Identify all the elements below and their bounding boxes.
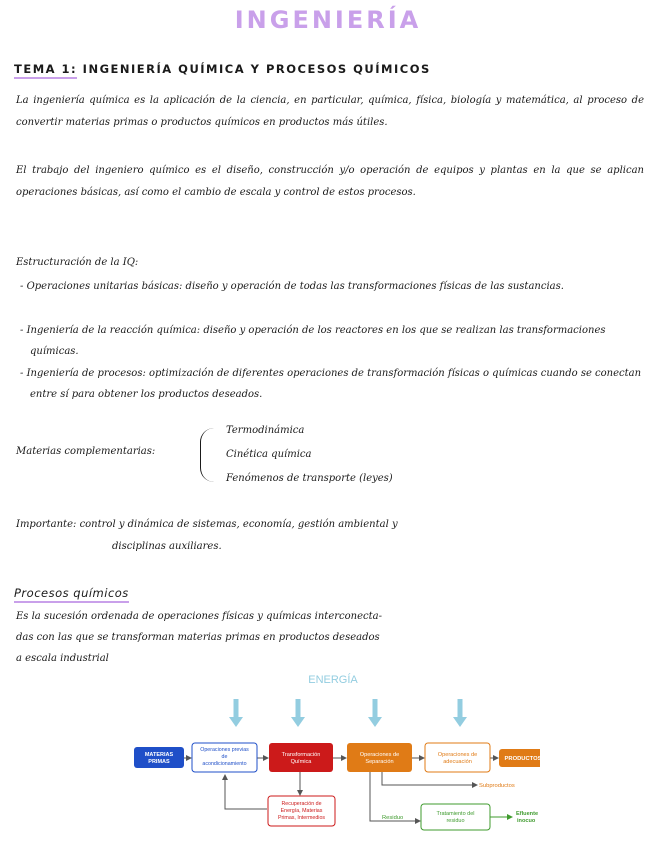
definition-line: das con las que se transforman materias primas en productos deseados xyxy=(16,632,380,643)
recovery-box xyxy=(268,796,335,826)
energy-arrow xyxy=(229,699,243,727)
topic-heading xyxy=(14,62,431,76)
complementary-item: Fenómenos de transporte (leyes) xyxy=(226,473,393,484)
energy-arrow xyxy=(453,699,467,727)
products-box xyxy=(499,749,540,767)
svg-text:Operaciones de: Operaciones de xyxy=(437,752,478,758)
energy-label: ENERGÍA xyxy=(308,674,358,686)
page-title: INGENIERÍA xyxy=(234,6,422,34)
process-diagram-svg xyxy=(120,665,540,840)
structure-item: - Ingeniería de procesos: optimización de diferentes operaciones de transformación físicas o químicas cuando se conectan entre sí para obtener los productos deseados. xyxy=(20,363,650,405)
svg-text:Química: Química xyxy=(290,759,312,765)
svg-text:Primas, Intermedios: Primas, Intermedios xyxy=(277,815,326,821)
structure-item: - Operaciones unitarias básicas: diseño y operación de todas las transformaciones físicas de las sustancias. xyxy=(20,276,650,297)
svg-text:Separación: Separación xyxy=(365,759,394,765)
svg-text:Tratamiento del: Tratamiento del xyxy=(436,811,475,817)
svg-text:Recuperación de: Recuperación de xyxy=(281,801,322,807)
svg-text:adecuación: adecuación xyxy=(443,759,472,765)
svg-text:acondicionamiento: acondicionamiento xyxy=(202,761,247,767)
complementary-label: Materias complementarias: xyxy=(16,446,156,457)
definition-line: Es la sucesión ordenada de operaciones físicas y químicas interconecta- xyxy=(16,611,382,622)
process-diagram xyxy=(120,665,540,844)
svg-text:Transformación: Transformación xyxy=(281,752,321,758)
energy-arrow xyxy=(291,699,305,727)
svg-text:Operaciones previas: Operaciones previas xyxy=(200,747,249,753)
svg-text:MATERIAS: MATERIAS xyxy=(144,752,174,758)
svg-text:Operaciones de: Operaciones de xyxy=(359,752,400,758)
separation-box xyxy=(347,743,412,772)
svg-text:de: de xyxy=(221,754,228,760)
topic-title: INGENIERÍA QUÍMICA Y PROCESOS QUÍMICOS xyxy=(82,62,431,76)
important-note xyxy=(16,514,644,536)
chemical-transformation-box xyxy=(269,743,333,772)
topic-prefix: TEMA 1: xyxy=(14,62,77,79)
structure-item: - Ingeniería de la reacción química: diseño y operación de los reactores en los que se realizan las transformaciones químicas. xyxy=(20,320,650,362)
svg-text:Energía, Materias: Energía, Materias xyxy=(280,808,323,814)
effluent-label: inocuo xyxy=(517,818,536,824)
processes-definition xyxy=(16,606,644,669)
important-text: control y dinámica de sistemas, economía, gestión ambiental y xyxy=(79,519,398,530)
structure-heading: Estructuración de la IQ: xyxy=(16,257,139,268)
processes-heading-text: Procesos químicos xyxy=(14,586,129,603)
treatment-box xyxy=(421,804,490,830)
adequacy-box xyxy=(425,743,490,772)
important-continuation: disciplinas auxiliares. xyxy=(112,541,222,552)
complementary-item: Termodinámica xyxy=(226,425,305,436)
energy-arrow xyxy=(368,699,382,727)
intro-paragraph-1: La ingeniería química es la aplicación de la ciencia, en particular, química, física, biología y matemática, al proceso de convertir materias primas o productos químicos en productos más útiles. xyxy=(16,95,644,128)
complementary-item: Cinética química xyxy=(226,449,312,460)
intro-paragraph-2: El trabajo del ingeniero químico es el diseño, construcción y/o operación de equipos y plantas en la que se aplican operaciones básicas, así como el cambio de escala y control de estos procesos. xyxy=(16,165,644,198)
preparation-box xyxy=(192,743,257,772)
important-label: Importante: xyxy=(16,519,77,530)
svg-text:PRIMAS: PRIMAS xyxy=(148,759,170,765)
energy-arrows xyxy=(229,699,467,727)
processes-heading xyxy=(14,586,129,600)
svg-text:PRODUCTOS: PRODUCTOS xyxy=(504,756,540,762)
effluent-label: Efluente xyxy=(516,811,539,817)
raw-materials-box xyxy=(134,747,184,768)
svg-text:residuo: residuo xyxy=(446,818,465,824)
definition-line: a escala industrial xyxy=(16,653,109,664)
byproducts-label: Subproductos xyxy=(479,783,515,789)
residue-label: Residuo xyxy=(382,815,404,821)
brace-shape xyxy=(200,428,215,482)
